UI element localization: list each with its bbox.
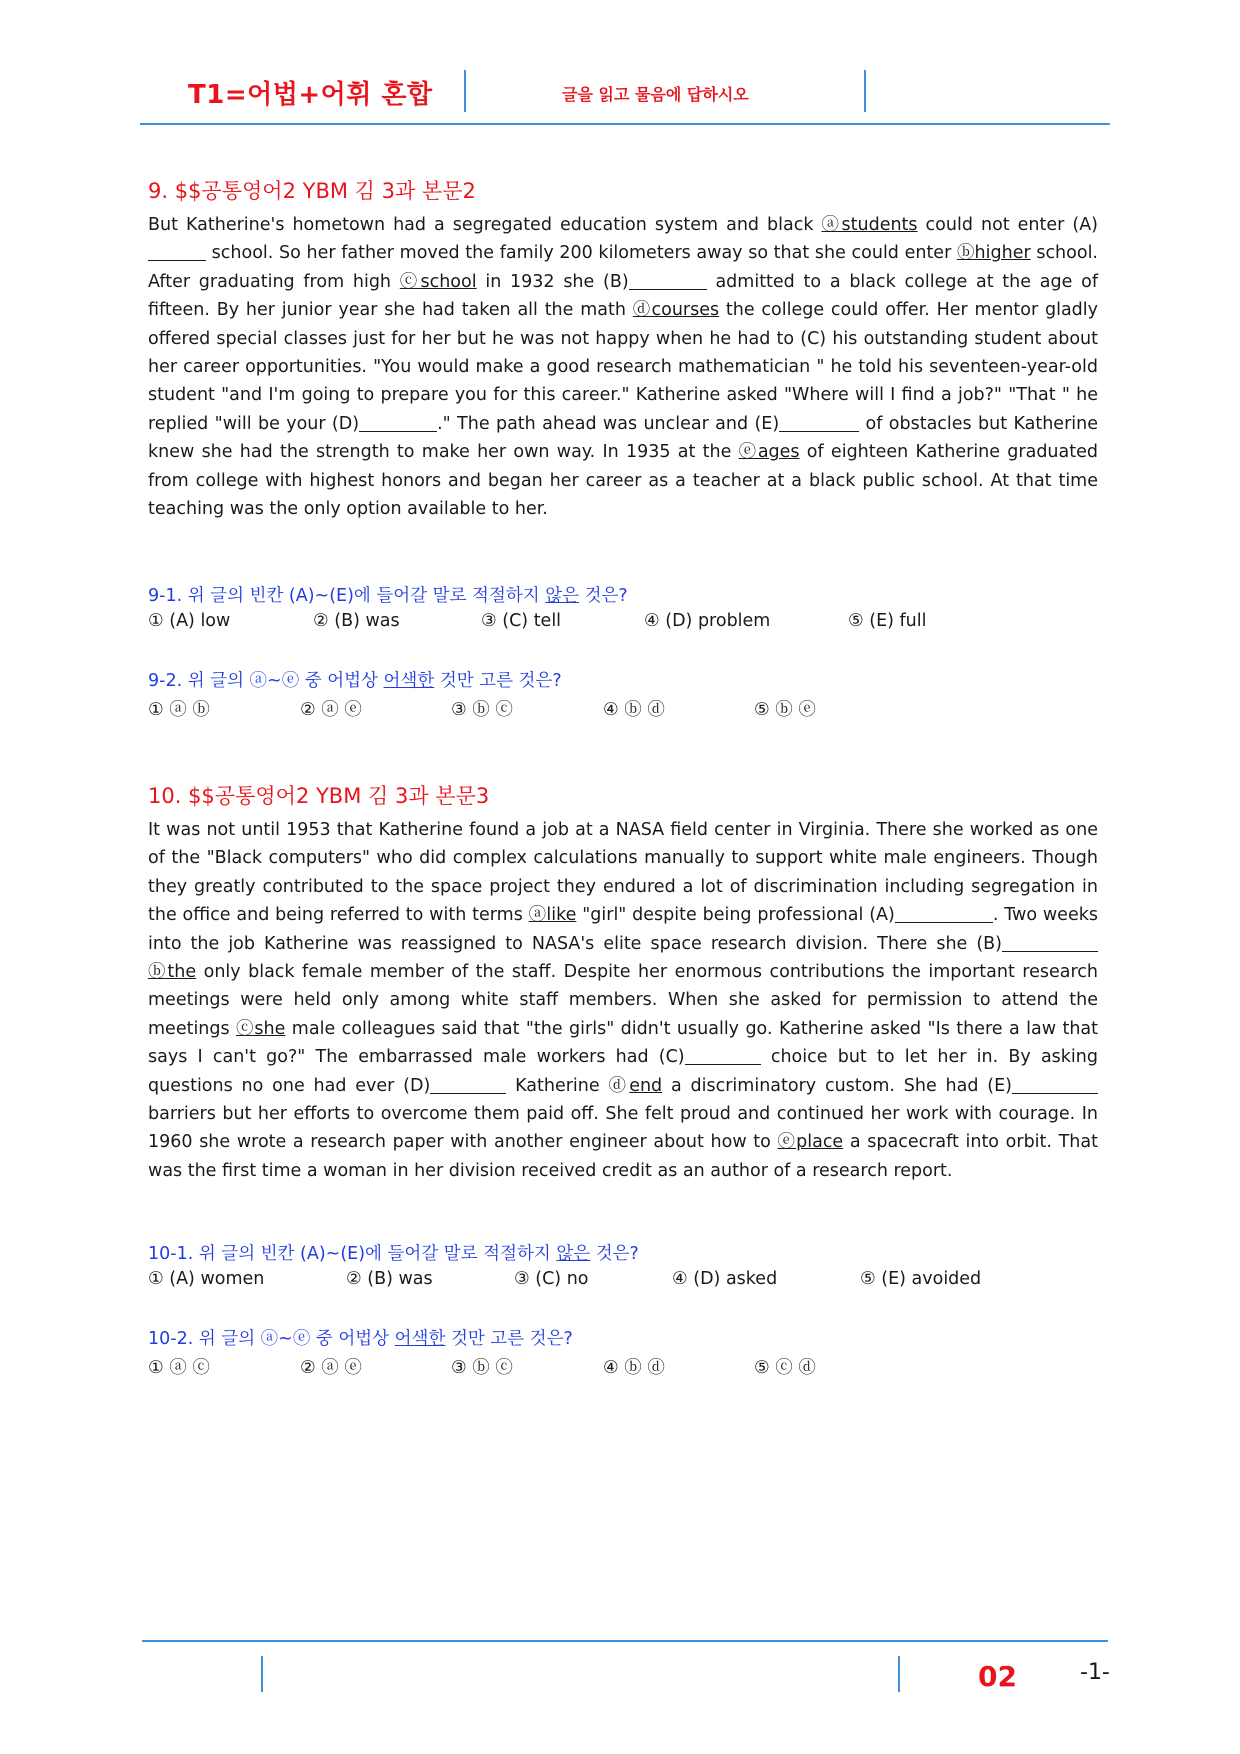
sub-question: 10-2. 위 글의 ⓐ~ⓔ 중 어법상 어색한 것만 고른 것은? xyxy=(148,1329,573,1349)
question-title: 9. $$공통영어2 YBM 김 3과 본문2 xyxy=(148,179,476,203)
answer-option[interactable]: ② (B) was xyxy=(313,611,400,631)
answer-option[interactable]: ⑤ ⓑ ⓔ xyxy=(754,700,816,720)
footer-divider xyxy=(261,1656,263,1692)
answer-option[interactable]: ② ⓐ ⓔ xyxy=(300,1358,362,1378)
header-rule xyxy=(140,123,1110,125)
header-divider xyxy=(464,70,466,112)
answer-option[interactable]: ③ ⓑ ⓒ xyxy=(451,1358,513,1378)
answer-option[interactable]: ② (B) was xyxy=(346,1269,433,1289)
answer-option[interactable]: ② ⓐ ⓔ xyxy=(300,700,362,720)
answer-option[interactable]: ① ⓐ ⓒ xyxy=(148,1358,210,1378)
answer-option[interactable]: ① ⓐ ⓑ xyxy=(148,700,210,720)
answer-options xyxy=(148,611,1098,635)
answer-option[interactable]: ③ (C) no xyxy=(514,1269,589,1289)
answer-options xyxy=(148,696,1098,720)
sub-question: 10-1. 위 글의 빈칸 (A)~(E)에 들어갈 말로 적절하지 않은 것은? xyxy=(148,1244,639,1264)
page-number: 02 xyxy=(978,1660,1017,1693)
sub-question: 9-1. 위 글의 빈칸 (A)~(E)에 들어갈 말로 적절하지 않은 것은? xyxy=(148,586,628,606)
answer-option[interactable]: ① (A) women xyxy=(148,1269,265,1289)
footer-rule xyxy=(142,1640,1108,1642)
answer-option[interactable]: ④ ⓑ ⓓ xyxy=(603,1358,665,1378)
answer-option[interactable]: ⑤ ⓒ ⓓ xyxy=(754,1358,816,1378)
header-title: T1=어법+어휘 혼합 xyxy=(188,80,433,110)
page-indicator: -1- xyxy=(1080,1660,1110,1685)
header-divider xyxy=(864,70,866,112)
footer-divider xyxy=(898,1656,900,1692)
answer-option[interactable]: ① (A) low xyxy=(148,611,231,631)
passage: It was not until 1953 that Katherine found a job at a NASA field center in Virginia. There she worked as one of the "Black computers" who did complex calculations manually to support white male engineers. Though they greatly contributed to the space project they endured a lot of discrimination including segregation in the office and being referred to with terms ⓐlike "girl" despite being professional (A) . Two weeks into the job Katherine was reassigned to NASA's elite space research division. There she (B) ⓑthe only black female member of the staff. Despite her enormous contributions the important research meetings were held only among white staff members. When she asked for permission to attend the meetings ⓒshe male colleagues said that "the girls" didn't usually go. Katherine asked "Is there a law that says I can't go?" The embarrassed male workers had (C) choice but to let her in. By asking questions no one had ever (D) Katherine ⓓend a discriminatory custom. She had (E) barriers but her efforts to overcome them paid off. She felt proud and continued her work with courage. In 1960 she wrote a research paper with another engineer about how to ⓔplace a spacecraft into orbit. That was the first time a woman in her division received credit as an author of a research report. xyxy=(148,820,1098,1181)
header-subtitle: 글을 읽고 물음에 답하시오 xyxy=(562,85,749,104)
question-title: 10. $$공통영어2 YBM 김 3과 본문3 xyxy=(148,784,490,808)
answer-option[interactable]: ④ (D) problem xyxy=(644,611,771,631)
answer-options xyxy=(148,1354,1098,1378)
sub-question: 9-2. 위 글의 ⓐ~ⓔ 중 어법상 어색한 것만 고른 것은? xyxy=(148,671,562,691)
answer-option[interactable]: ⑤ (E) full xyxy=(848,611,927,631)
answer-option[interactable]: ④ (D) asked xyxy=(672,1269,778,1289)
answer-option[interactable]: ④ ⓑ ⓓ xyxy=(603,700,665,720)
answer-option[interactable]: ③ ⓑ ⓒ xyxy=(451,700,513,720)
answer-options xyxy=(148,1269,1098,1293)
answer-option[interactable]: ⑤ (E) avoided xyxy=(860,1269,982,1289)
answer-option[interactable]: ③ (C) tell xyxy=(481,611,562,631)
passage: But Katherine's hometown had a segregated education system and black ⓐstudents could not enter (A) school. So her father moved the family 200 kilometers away so that she could enter ⓑhigher school. After graduating from high ⓒschool in 1932 she (B) admitted to a black college at the age of fifteen. By her junior year she had taken all the math ⓓcourses the college could offer. Her mentor gladly offered special classes just for her but he was not happy when he had to (C) his outstanding student about her career opportunities. "You would make a good research mathematician " he told his seventeen-year-old student "and I'm going to prepare you for this career." Katherine asked "Where will I find a job?" "That " he replied "will be your (D) ." The path ahead was unclear and (E) of obstacles but Katherine knew she had the strength to make her own way. In 1935 at the ⓔages of eighteen Katherine graduated from college with highest honors and began her career as a teacher at a black public school. At that time teaching was the only option available to her. xyxy=(148,215,1099,520)
